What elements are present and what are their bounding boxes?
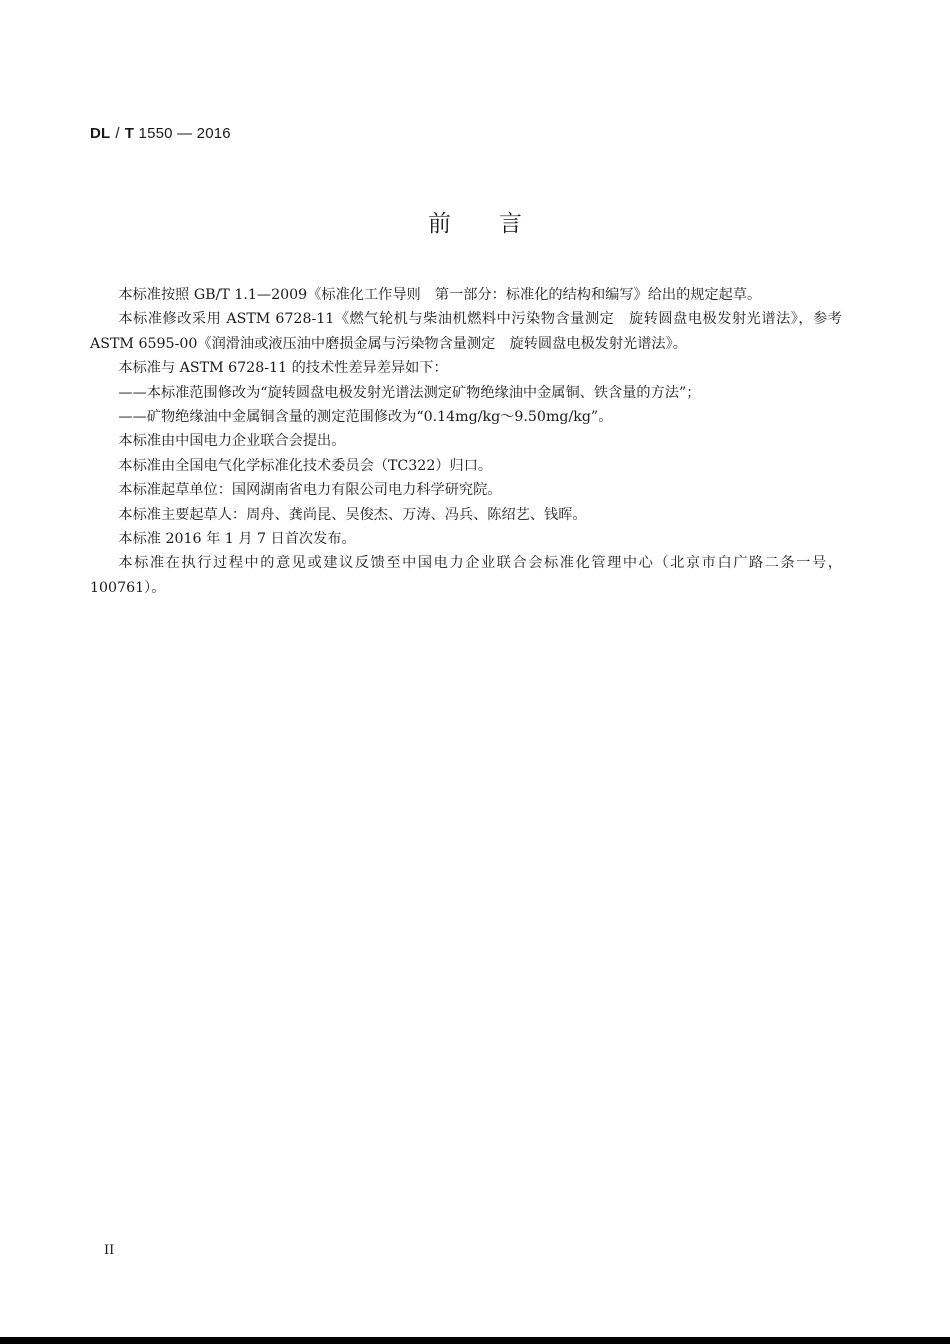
code-year: 2016	[196, 125, 231, 142]
paragraph-drafting-rules: 本标准按照 GB/T 1.1—2009《标准化工作导则 第一部分：标准化的结构和编写》给出的规定起草。	[118, 287, 762, 303]
paragraph-committee: 本标准由全国电气化学标准化技术委员会（TC322）归口。	[118, 457, 493, 474]
code-separator: /	[115, 125, 120, 142]
preface-body	[90, 283, 842, 600]
paragraph-first-release: 本标准 2016 年 1 月 7 日首次发布。	[118, 531, 356, 548]
paragraph-differences-intro: 本标准与 ASTM 6728-11 的技术性差异差异如下：	[118, 360, 448, 377]
paragraph-drafters: 本标准主要起草人：周舟、龚尚昆、吴俊杰、万涛、冯兵、陈绍艺、钱晖。	[118, 506, 587, 523]
paragraph-proposer: 本标准由中国电力企业联合会提出。	[118, 433, 346, 450]
paragraph-feedback: 本标准在执行过程中的意见或建议反馈至中国电力企业联合会标准化管理中心（北京市白广路二条一号，100761）。	[90, 555, 842, 596]
page-number: II	[104, 1243, 115, 1258]
paragraph-difference-range: ——矿物绝缘油中金属铜含量的测定范围修改为“0.14mg/kg～9.50mg/kg”。	[118, 409, 613, 426]
paragraph-difference-scope: ——本标准范围修改为“旋转圆盘电极发射光谱法测定矿物绝缘油中金属铜、铁含量的方法”；	[118, 384, 701, 401]
standard-code	[90, 125, 231, 142]
code-number: 1550	[138, 125, 173, 142]
paragraph-drafting-unit: 本标准起草单位：国网湖南省电力有限公司电力科学研究院。	[118, 482, 502, 499]
bottom-border	[0, 1337, 950, 1344]
code-type: T	[124, 125, 135, 142]
code-dash: —	[177, 125, 193, 142]
code-prefix: DL	[90, 125, 111, 142]
paragraph-adoption: 本标准修改采用 ASTM 6728-11《燃气轮机与柴油机燃料中污染物含量测定 旋转圆盘电极发射光谱法》，参考 ASTM 6595-00《润滑油或液压油中磨损金属与污染物含量测定 旋转圆盘电极发射光谱法》。	[90, 311, 842, 352]
page-title: 前言	[428, 211, 570, 237]
